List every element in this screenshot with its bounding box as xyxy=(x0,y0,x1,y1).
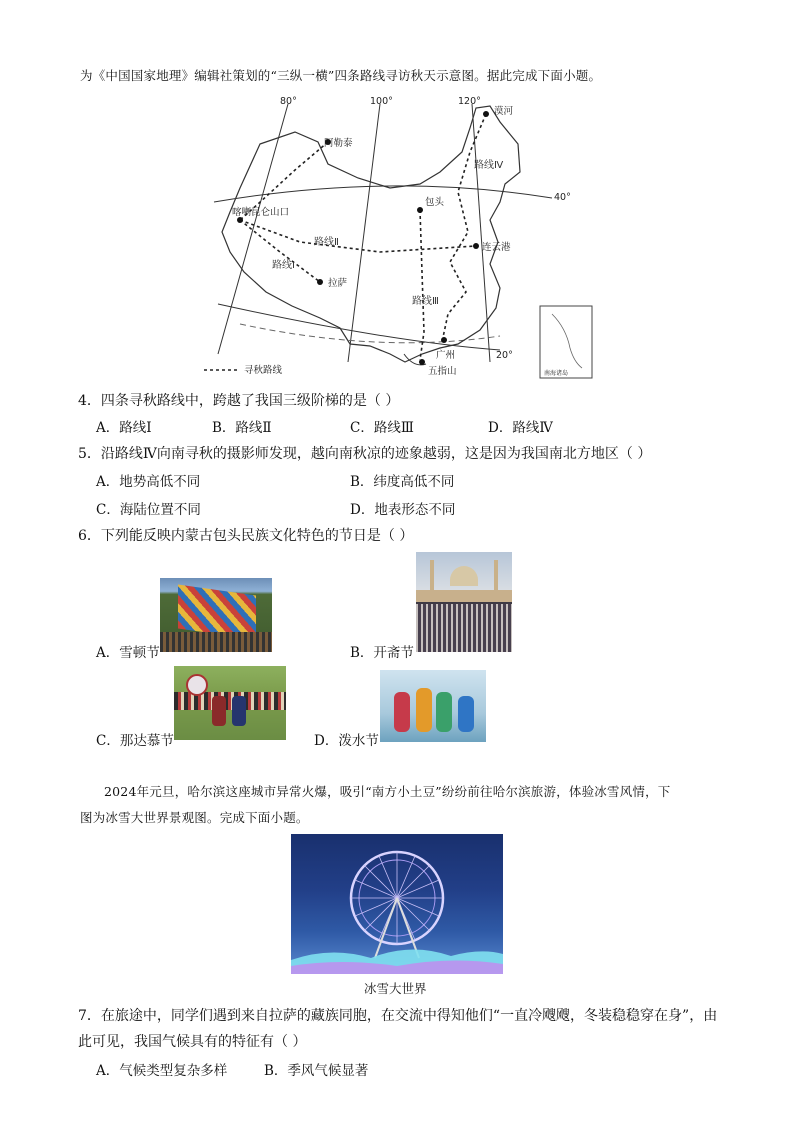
lat-label: 40° xyxy=(554,192,571,203)
route-label: 路线Ⅳ xyxy=(474,160,504,171)
q5-option-b[interactable]: B．纬度高低不同 xyxy=(350,474,455,490)
route-map xyxy=(200,92,600,382)
route-label: 路线Ⅰ xyxy=(272,260,295,271)
photo-water-splashing-festival[interactable] xyxy=(380,670,486,742)
photo-caption: 冰雪大世界 xyxy=(364,981,427,996)
q4-option-b[interactable]: B．路线Ⅱ xyxy=(212,420,272,436)
intro-text-harbin-line1: 2024年元旦，哈尔滨这座城市异常火爆，吸引“南方小土豆”纷纷前往哈尔滨旅游，体验冰雪风情，下 xyxy=(104,784,671,799)
q4-option-a[interactable]: A．路线Ⅰ xyxy=(96,420,152,436)
place-label: 五指山 xyxy=(428,366,457,377)
point-lianyungang xyxy=(473,243,479,249)
question-7-line1: 7．在旅途中，同学们遇到来自拉萨的藏族同胞，在交流中得知他们“一直冷飕飕，冬装稳稳穿在身”，由 xyxy=(78,1008,718,1024)
route-label: 路线Ⅱ xyxy=(314,237,339,248)
q7-option-b[interactable]: B．季风气候显著 xyxy=(264,1063,369,1079)
q6-option-a[interactable]: A．雪顿节 xyxy=(96,645,160,661)
point-baotou xyxy=(417,207,423,213)
question-7-line2: 此可见，我国气候具有的特征有（ ） xyxy=(78,1034,307,1050)
place-label: 阿勒泰 xyxy=(324,138,353,149)
meridian-100 xyxy=(348,104,380,362)
parallel-20 xyxy=(218,304,500,350)
south-china-sea-inset xyxy=(540,306,592,378)
route-1 xyxy=(240,220,320,282)
point-mohe xyxy=(483,111,489,117)
photo-shoton-festival[interactable] xyxy=(160,578,272,652)
q6-option-b[interactable]: B．开斋节 xyxy=(350,645,414,661)
q6-option-d[interactable]: D．泼水节 xyxy=(314,733,379,749)
lon-label: 120° xyxy=(458,96,481,107)
lon-label: 100° xyxy=(370,96,393,107)
question-5: 5．沿路线Ⅳ向南寻秋的摄影师发现，越向南秋凉的迹象越弱，这是因为我国南北方地区（ ） xyxy=(78,446,652,462)
intro-text-harbin-line2: 图为冰雪大世界景观图。完成下面小题。 xyxy=(80,810,309,825)
point-lasa xyxy=(317,279,323,285)
route-2 xyxy=(240,220,476,252)
q4-option-c[interactable]: C．路线Ⅲ xyxy=(350,420,414,436)
inset-label: 南海诸岛 xyxy=(544,370,569,377)
q4-option-d[interactable]: D．路线Ⅳ xyxy=(488,420,553,436)
route-4 xyxy=(442,114,486,342)
intro-text-map: 为《中国国家地理》编辑社策划的“三纵一横”四条路线寻访秋天示意图。据此完成下面小题。 xyxy=(80,68,602,83)
route-3 xyxy=(420,210,424,360)
place-label: 喀喇昆仑山口 xyxy=(232,207,290,218)
question-4: 4．四条寻秋路线中，跨越了我国三级阶梯的是（ ） xyxy=(78,393,400,409)
lon-label: 80° xyxy=(280,96,297,107)
point-wuzhishan xyxy=(419,359,425,365)
q5-option-d[interactable]: D．地表形态不同 xyxy=(350,502,456,518)
photo-ice-snow-world[interactable] xyxy=(291,834,503,974)
place-label: 漠河 xyxy=(494,106,514,117)
question-6: 6．下列能反映内蒙古包头民族文化特色的节日是（ ） xyxy=(78,528,414,544)
q5-option-c[interactable]: C．海陆位置不同 xyxy=(96,502,201,518)
place-label: 连云港 xyxy=(482,242,511,253)
legend-label: 寻秋路线 xyxy=(244,365,283,376)
place-label: 拉萨 xyxy=(328,278,348,289)
point-guangzhou xyxy=(441,337,447,343)
q6-option-c[interactable]: C．那达慕节 xyxy=(96,733,174,749)
place-label: 广州 xyxy=(436,350,456,361)
lat-label: 20° xyxy=(496,350,513,361)
q5-option-a[interactable]: A．地势高低不同 xyxy=(96,474,201,490)
place-label: 包头 xyxy=(425,197,445,208)
photo-eid-festival[interactable] xyxy=(416,552,512,652)
photo-naadam-festival[interactable] xyxy=(174,666,286,740)
q7-option-a[interactable]: A．气候类型复杂多样 xyxy=(96,1063,228,1079)
route-label: 路线Ⅲ xyxy=(412,296,439,307)
